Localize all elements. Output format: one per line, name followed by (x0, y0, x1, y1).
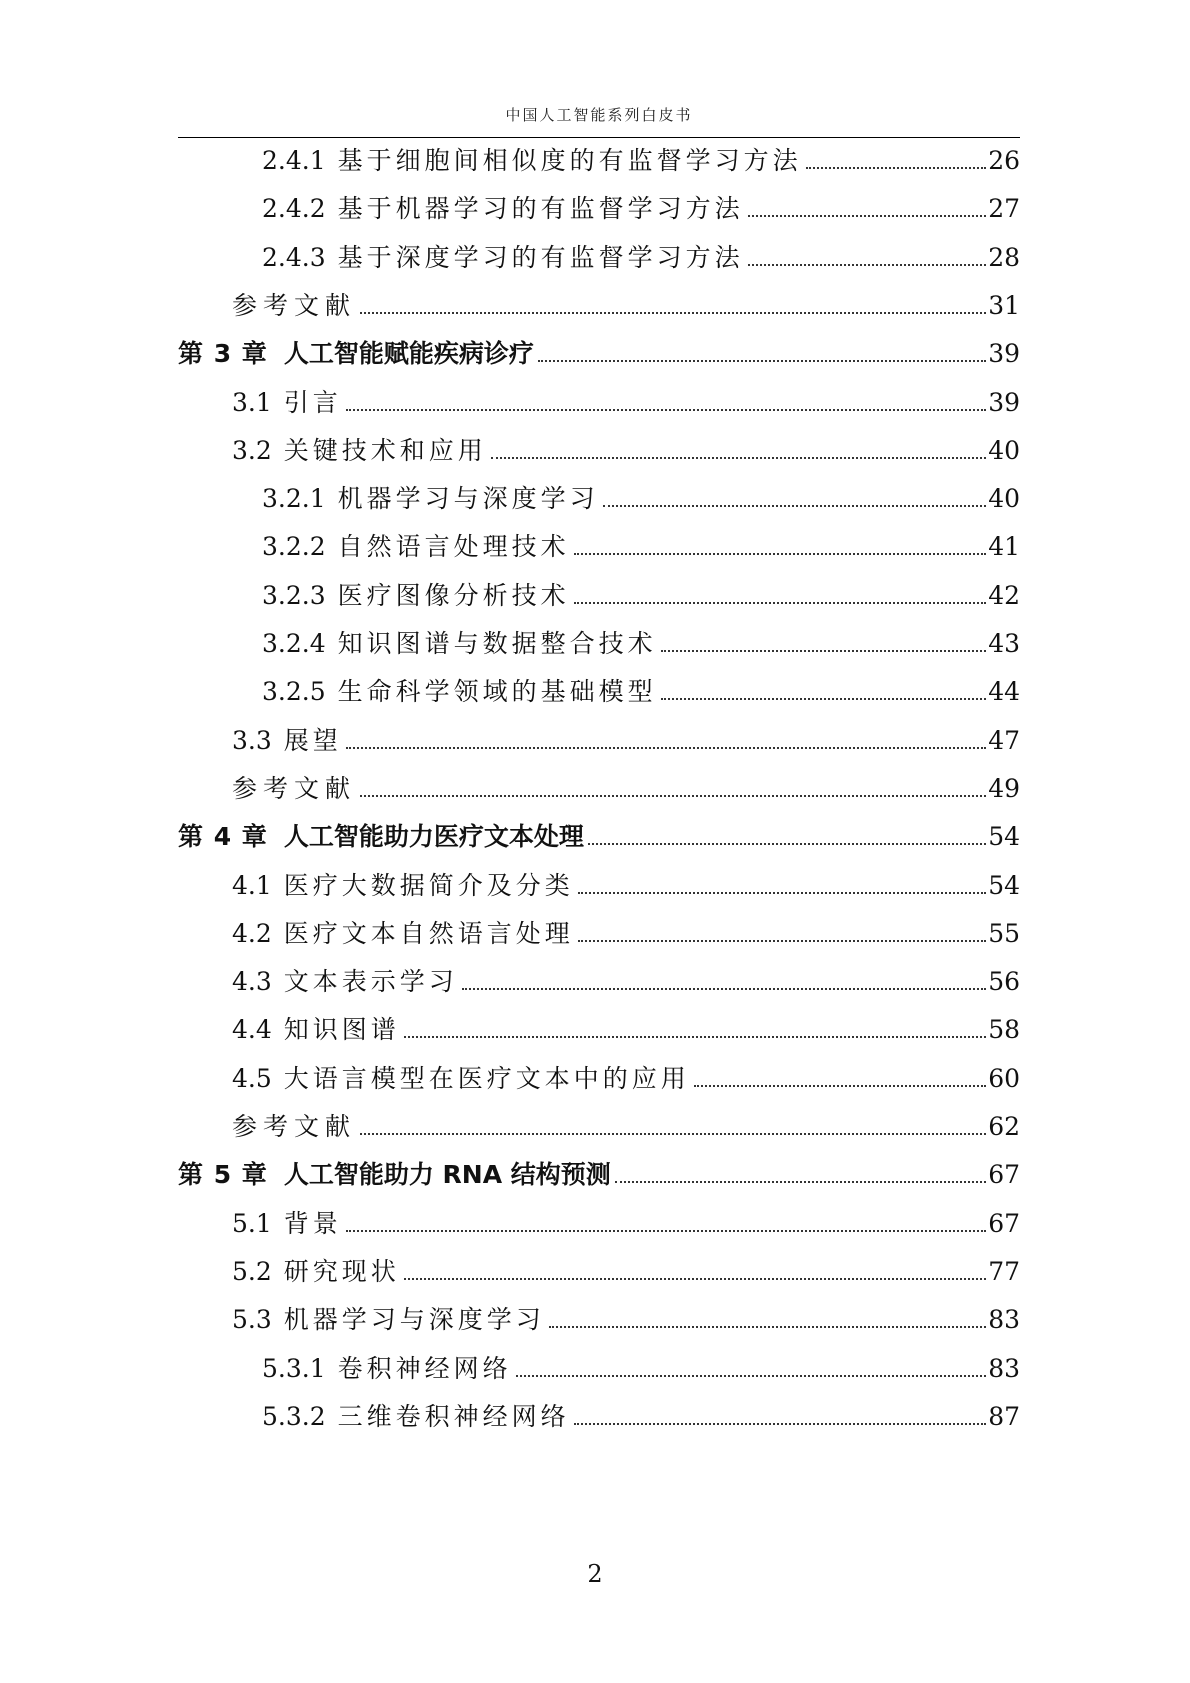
toc-dot-leader (346, 1230, 986, 1232)
toc-entry-number: 3.2.3 (262, 580, 326, 610)
toc-entry-title: 基于机器学习的有监督学习方法 (337, 194, 744, 224)
toc-entry-number: 2.4.1 (262, 146, 326, 175)
toc-dot-leader (574, 1423, 987, 1425)
toc-entry[interactable] (262, 184, 1020, 224)
toc-entry-title: 知识图谱与数据整合技术 (337, 629, 657, 658)
toc-entry-number: 第 4 章 (178, 822, 268, 852)
toc-entry[interactable] (262, 474, 1020, 514)
toc-page-number: 49 (988, 773, 1020, 803)
toc-entry-number: 第 5 章 (178, 1160, 268, 1190)
toc-page-number: 27 (988, 194, 1020, 224)
toc-dot-leader (360, 795, 986, 797)
toc-entry-number: 3.2.5 (262, 677, 326, 707)
running-header: 中国人工智能系列白皮书 (505, 106, 693, 124)
toc-entry-title: 参考文献 (232, 290, 357, 320)
toc-entry-number: 3.1 (232, 387, 272, 417)
toc-dot-leader (346, 747, 986, 749)
toc-entry-title: 关键技术和应用 (283, 435, 487, 465)
toc-entry-number: 4.4 (232, 1015, 272, 1045)
toc-entry[interactable] (232, 1102, 1020, 1142)
toc-page-number: 67 (988, 1208, 1020, 1238)
toc-dot-leader (603, 505, 987, 507)
toc-dot-leader (574, 553, 987, 555)
toc-dot-leader (404, 1278, 986, 1280)
toc-page-number: 41 (988, 532, 1020, 562)
toc-page-number: 83 (988, 1353, 1020, 1383)
toc-entry-number: 4.1 (232, 870, 272, 900)
toc-entry-title: 人工智能助力 RNA 结构预测 (283, 1160, 611, 1190)
toc-entry[interactable] (232, 378, 1020, 418)
toc-page-number: 47 (988, 725, 1020, 755)
toc-page-number: 28 (988, 242, 1020, 272)
toc-chapter-entry[interactable] (178, 812, 1020, 852)
toc-entry-number: 3.2.1 (262, 484, 326, 514)
toc-page-number: 39 (988, 339, 1020, 369)
toc-entry-title: 卷积神经网络 (337, 1353, 512, 1383)
toc-entry[interactable] (232, 909, 1020, 949)
toc-entry-title: 参考文献 (232, 1112, 357, 1141)
toc-page-number: 54 (988, 870, 1020, 900)
toc-entry-title: 背景 (283, 1208, 342, 1238)
toc-entry[interactable] (262, 233, 1020, 273)
toc-entry[interactable] (262, 619, 1020, 659)
toc-page-number: 55 (988, 918, 1020, 948)
toc-entry[interactable] (262, 1392, 1020, 1432)
toc-entry-title: 大语言模型在医疗文本中的应用 (283, 1063, 690, 1093)
toc-dot-leader (404, 1036, 986, 1038)
toc-entry[interactable] (232, 281, 1020, 321)
toc-page-number: 39 (988, 387, 1020, 417)
toc-page-number: 60 (988, 1063, 1020, 1093)
toc-page-number: 54 (988, 822, 1020, 852)
toc-dot-leader (549, 1326, 986, 1328)
toc-dot-leader (360, 1133, 986, 1135)
toc-page-number: 31 (988, 290, 1020, 320)
toc-entry-number: 4.3 (232, 967, 272, 997)
toc-entry-title: 基于深度学习的有监督学习方法 (337, 242, 744, 272)
toc-entry-number: 2.4.3 (262, 242, 326, 272)
toc-dot-leader (516, 1375, 987, 1377)
toc-entry-title: 人工智能助力医疗文本处理 (283, 822, 584, 852)
toc-page-number: 40 (988, 435, 1020, 465)
toc-entry-title: 展望 (283, 725, 342, 755)
toc-entry-title: 医疗文本自然语言处理 (283, 918, 574, 948)
toc-entry-title: 自然语言处理技术 (337, 532, 570, 562)
toc-dot-leader (615, 1181, 986, 1183)
toc-dot-leader (538, 360, 986, 362)
toc-entry-number: 4.5 (232, 1063, 272, 1093)
toc-entry-number: 3.2.4 (262, 629, 326, 658)
toc-entry-title: 医疗大数据简介及分类 (283, 870, 574, 900)
toc-entry-title: 参考文献 (232, 773, 357, 803)
toc-entry-title: 医疗图像分析技术 (337, 580, 570, 610)
toc-entry-title: 机器学习与深度学习 (283, 1305, 545, 1335)
toc-entry-number: 3.3 (232, 725, 272, 755)
toc-entry[interactable] (262, 571, 1020, 611)
toc-dot-leader (574, 602, 987, 604)
toc-entry-number: 5.1 (232, 1208, 272, 1238)
toc-entry-number: 2.4.2 (262, 194, 326, 224)
toc-entry[interactable] (232, 764, 1020, 804)
toc-entry-number: 4.2 (232, 918, 272, 948)
toc-chapter-entry[interactable] (178, 1150, 1020, 1190)
toc-entry[interactable] (262, 522, 1020, 562)
toc-entry-title: 研究现状 (283, 1256, 400, 1286)
toc-entry-title: 机器学习与深度学习 (337, 484, 599, 514)
toc-entry-title: 人工智能赋能疾病诊疗 (283, 339, 534, 369)
toc-dot-leader (491, 457, 986, 459)
toc-entry-title: 知识图谱 (283, 1015, 400, 1045)
toc-entry-number: 5.2 (232, 1256, 272, 1286)
toc-chapter-entry[interactable] (178, 329, 1020, 369)
toc-entry[interactable] (232, 957, 1020, 997)
toc-dot-leader (588, 843, 986, 845)
toc-page-number: 42 (988, 580, 1020, 610)
toc-entry[interactable] (232, 1054, 1020, 1094)
toc-dot-leader (694, 1085, 986, 1087)
toc-entry-title: 基于细胞间相似度的有监督学习方法 (337, 146, 802, 175)
toc-entry-title: 引言 (283, 387, 342, 417)
toc-page-number: 56 (988, 967, 1020, 997)
page-number: 2 (587, 1560, 603, 1588)
toc-dot-leader (661, 650, 987, 652)
toc-page-number: 62 (988, 1112, 1020, 1141)
toc-page-number: 87 (988, 1401, 1020, 1431)
toc-page-number: 44 (988, 677, 1020, 707)
toc-entry[interactable] (262, 1344, 1020, 1384)
toc-entry-number: 第 3 章 (178, 339, 268, 369)
toc-dot-leader (806, 167, 987, 169)
toc-dot-leader (748, 215, 987, 217)
toc-dot-leader (462, 988, 986, 990)
toc-dot-leader (346, 409, 986, 411)
toc-entry[interactable] (232, 861, 1020, 901)
toc-entry-number: 5.3 (232, 1305, 272, 1335)
toc-entry[interactable] (262, 136, 1020, 176)
toc-entry[interactable] (232, 426, 1020, 466)
toc-dot-leader (360, 312, 986, 314)
toc-entry[interactable] (262, 667, 1020, 707)
toc-page-number: 67 (988, 1160, 1020, 1190)
toc-entry-number: 5.3.1 (262, 1353, 326, 1383)
toc-dot-leader (661, 698, 987, 700)
toc-entry-number: 3.2 (232, 435, 272, 465)
toc-page-number: 83 (988, 1305, 1020, 1335)
toc-dot-leader (578, 940, 986, 942)
toc-page-number: 26 (988, 146, 1020, 175)
toc-page-number: 43 (988, 629, 1020, 658)
toc-page-number: 40 (988, 484, 1020, 514)
toc-page-number: 58 (988, 1015, 1020, 1045)
toc-entry[interactable] (232, 1295, 1020, 1335)
toc-entry[interactable] (232, 1247, 1020, 1287)
toc-dot-leader (578, 892, 986, 894)
toc-entry[interactable] (232, 1005, 1020, 1045)
toc-entry-number: 3.2.2 (262, 532, 326, 562)
toc-page-number: 77 (988, 1256, 1020, 1286)
toc-entry[interactable] (232, 1199, 1020, 1239)
toc-entry-title: 三维卷积神经网络 (337, 1401, 570, 1431)
toc-entry-number: 5.3.2 (262, 1401, 326, 1431)
toc-entry[interactable] (232, 716, 1020, 756)
toc-entry-title: 生命科学领域的基础模型 (337, 677, 657, 707)
toc-dot-leader (748, 264, 987, 266)
toc-entry-title: 文本表示学习 (283, 967, 458, 997)
